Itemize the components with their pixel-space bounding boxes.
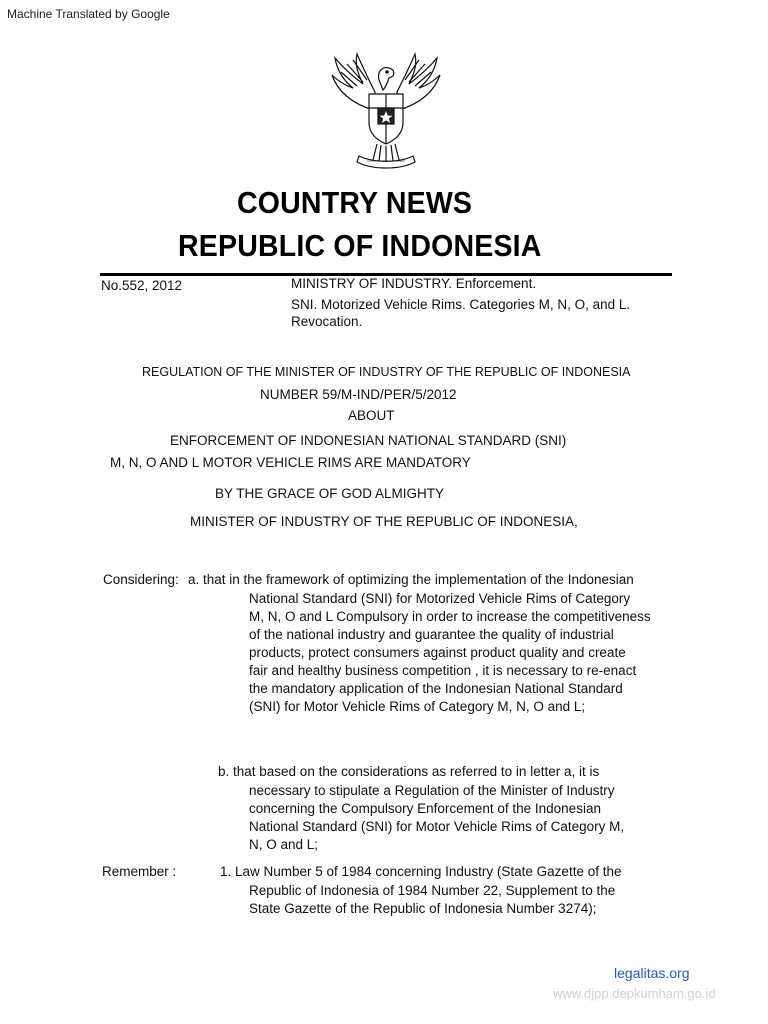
- considering-a-first-line: a. that in the framework of optimizing the implementation of the Indonesian: [188, 572, 634, 587]
- regulation-subject-line2: M, N, O AND L MOTOR VEHICLE RIMS ARE MANDATORY: [110, 455, 471, 470]
- considering-b-line: National Standard (SNI) for Motor Vehicle Rims of Category M,: [249, 819, 625, 834]
- regulation-grace: BY THE GRACE OF GOD ALMIGHTY: [215, 486, 445, 501]
- considering-b-line: concerning the Compulsory Enforcement of the Indonesian: [249, 801, 601, 816]
- considering-a-line: products, protect consumers against product quality and create: [249, 645, 626, 660]
- considering-a-line: fair and healthy business competition , it is necessary to re-enact: [249, 663, 637, 678]
- considering-a-line: (SNI) for Motor Vehicle Rims of Category M, N, O and L;: [249, 699, 586, 714]
- considering-b-first-line: b. that based on the considerations as referred to in letter a, it is: [218, 764, 600, 779]
- gazette-subject-line1: SNI. Motorized Vehicle Rims. Categories M, N, O, and L.: [291, 297, 631, 312]
- considering-b-body: [249, 782, 624, 854]
- footer-site-watermark: www.djpp.depkumham.go.id: [553, 986, 716, 1001]
- considering-a-line: of the national industry and guarantee the quality of industrial: [249, 627, 614, 642]
- remember-item1-line: Republic of Indonesia of 1984 Number 22, Supplement to the: [249, 883, 616, 898]
- title-country-news: COUNTRY NEWS: [237, 185, 473, 220]
- regulation-minister: MINISTER OF INDUSTRY OF THE REPUBLIC OF INDONESIA,: [190, 514, 578, 529]
- garuda-emblem-icon: [327, 50, 445, 172]
- machine-translated-label: Machine Translated by Google: [7, 7, 170, 21]
- gazette-subject-line2: Revocation.: [291, 314, 363, 329]
- title-republic: REPUBLIC OF INDONESIA: [178, 228, 542, 263]
- gazette-ministry: MINISTRY OF INDUSTRY. Enforcement.: [291, 276, 537, 291]
- remember-item1-first-line: 1. Law Number 5 of 1984 concerning Industry (State Gazette of the: [220, 864, 622, 879]
- legalitas-link[interactable]: legalitas.org: [614, 965, 690, 981]
- considering-label: Considering:: [103, 572, 179, 587]
- regulation-about: ABOUT: [348, 408, 395, 423]
- regulation-heading: REGULATION OF THE MINISTER OF INDUSTRY OF THE REPUBLIC OF INDONESIA: [142, 365, 631, 379]
- considering-b-line: necessary to stipulate a Regulation of the Minister of Industry: [249, 783, 615, 798]
- considering-a-line: National Standard (SNI) for Motorized Vehicle Rims of Category: [249, 591, 631, 606]
- regulation-subject-line1: ENFORCEMENT OF INDONESIAN NATIONAL STANDARD (SNI): [170, 433, 567, 448]
- considering-a-body: [249, 590, 651, 716]
- considering-a-line: the mandatory application of the Indonesian National Standard: [249, 681, 623, 696]
- considering-a-line: M, N, O and L Compulsory in order to increase the competitiveness: [249, 609, 651, 624]
- remember-item1-body: [249, 882, 615, 918]
- remember-label: Remember :: [102, 864, 177, 879]
- regulation-number: NUMBER 59/M-IND/PER/5/2012: [260, 387, 457, 402]
- considering-b-line: N, O and L;: [249, 837, 319, 852]
- remember-item1-line: State Gazette of the Republic of Indonesia Number 3274);: [249, 901, 597, 916]
- gazette-number: No.552, 2012: [101, 278, 183, 293]
